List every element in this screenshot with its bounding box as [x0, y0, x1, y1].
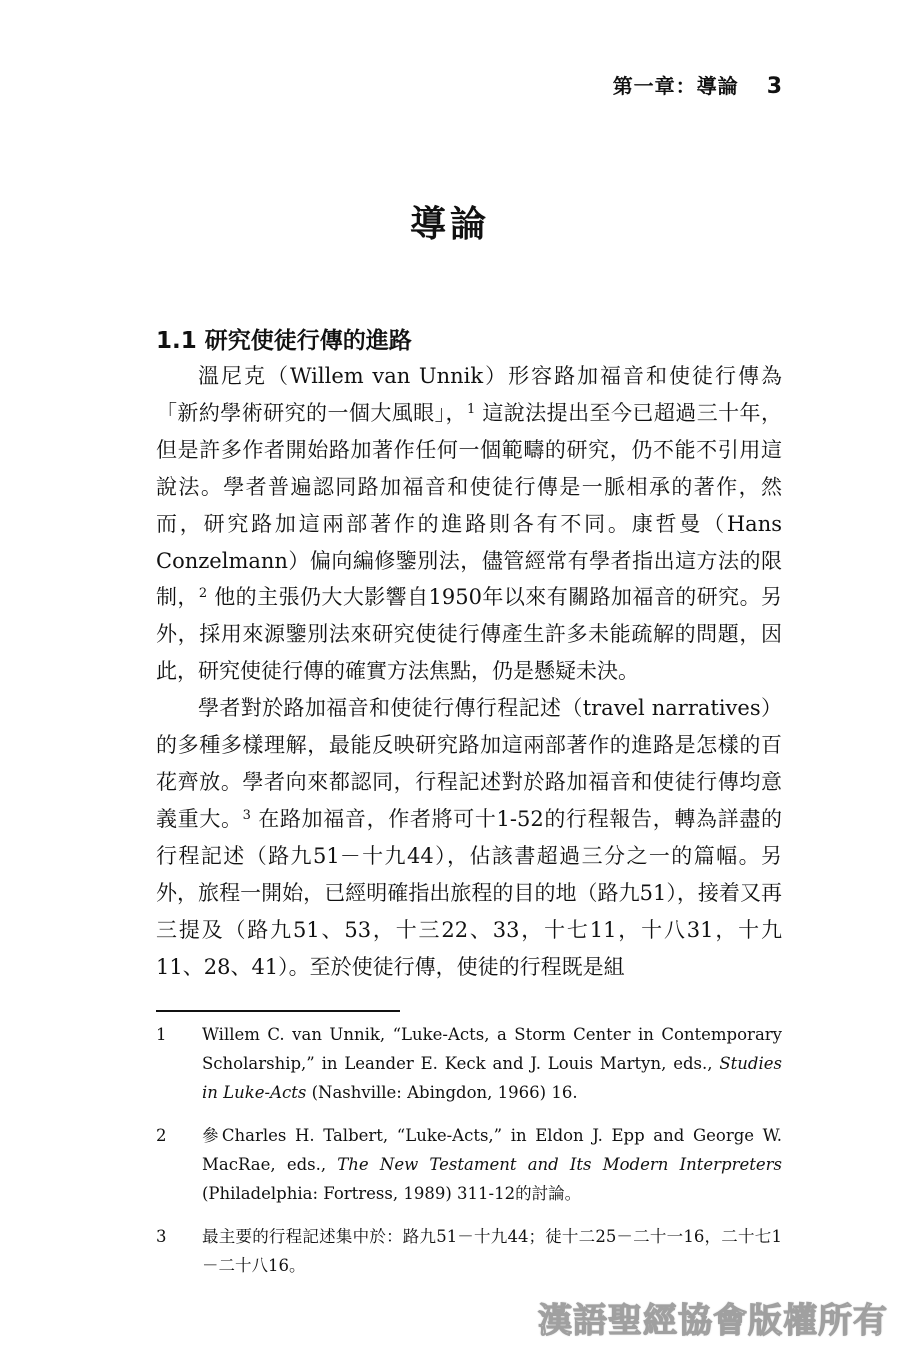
footnote-ref-2[interactable]: 2	[198, 586, 208, 602]
footnote-2-pre: 參Charles H. Talbert, “Luke-Acts,” in Eldon J. Epp and George W. MacRae, eds.,	[202, 1126, 782, 1174]
footnotes	[156, 1020, 782, 1294]
footnote-2-post: (Philadelphia: Fortress, 1989) 311-12的討論。	[202, 1184, 582, 1203]
footnote-number: 1	[156, 1025, 167, 1044]
page-number: 3	[766, 74, 782, 99]
footnote-1-post: (Nashville: Abingdon, 1966) 16.	[306, 1083, 578, 1102]
running-head	[613, 70, 782, 99]
paragraph-1-part-c: 他的主張仍大大影響自1950年以來有關路加福音的研究。另外，採用來源鑒別法來研究使徒行傳產生許多未能疏解的問題，因此，研究使徒行傳的確實方法焦點，仍是懸疑未決。	[156, 585, 782, 684]
footnote-1	[156, 1020, 782, 1107]
footnote-2-title: The New Testament and Its Modern Interpreters	[337, 1155, 782, 1174]
footnote-ref-3[interactable]: 3	[242, 807, 251, 823]
footnote-text	[202, 1121, 782, 1208]
footnote-3	[156, 1222, 782, 1280]
paragraph-2-part-b: 在路加福音，作者將可十1-52的行程報告，轉為詳盡的行程記述（路九51－十九44），佔該書超過三分之一的篇幅。另外，旅程一開始，已經明確指出旅程的目的地（路九51），接着又再三提及（路九51、53，十三22、33，十七11，十八31，十九11、28、41）。至於使徒行傳，使徒的行程既是組	[156, 806, 783, 979]
footnote-ref-1[interactable]: 1	[466, 401, 476, 417]
paragraph-1-part-a: 溫尼克（Willem van Unnik）形容路加福音和使徒行傳為「新約學術研究的一個大風眼」，	[156, 364, 782, 425]
footnote-number: 3	[156, 1227, 167, 1246]
footnote-2	[156, 1121, 782, 1208]
footnote-1-title: Studies in Luke-Acts	[202, 1054, 782, 1102]
footnote-text: 最主要的行程記述集中於：路九51－十九44；徒十二25－二十一16，二十七1－二十八16。	[202, 1227, 782, 1275]
paragraph-1-part-b: 這說法提出至今已超過三十年，但是許多作者開始路加著作任何一個範疇的研究，仍不能不引用這說法。學者普遍認同路加福音和使徒行傳是一脈相承的著作，然而，研究路加這兩部著作的進路則各有不同。康哲曼（Hans Conzelmann）偏向編修鑒別法，儘管經常有學者指出這方法的限制，	[156, 400, 782, 610]
footnote-divider	[156, 1010, 400, 1012]
footnote-text	[202, 1020, 782, 1107]
footnote-1-pre: Willem C. van Unnik, “Luke-Acts, a Storm Center in Contemporary Scholarship,” in Leander E. Keck and J. Louis Martyn, eds.,	[202, 1025, 782, 1073]
paragraph-2	[156, 690, 782, 985]
footnote-number: 2	[156, 1126, 167, 1145]
body-text	[156, 358, 782, 985]
paragraph-1	[156, 358, 782, 690]
copyright-watermark: 漢語聖經協會版權所有	[538, 1301, 888, 1341]
running-head-chapter: 第一章：導論	[612, 74, 739, 98]
section-heading: 1.1 研究使徒行傳的進路	[156, 328, 412, 354]
paragraph-2-part-a: 學者對於路加福音和使徒行傳行程記述（travel narratives）的多種多樣理解，最能反映研究路加這兩部著作的進路是怎樣的百花齊放。學者向來都認同，行程記述對於路加福音和使徒行傳均意義重大。	[156, 696, 782, 831]
chapter-title: 導論	[409, 204, 490, 245]
